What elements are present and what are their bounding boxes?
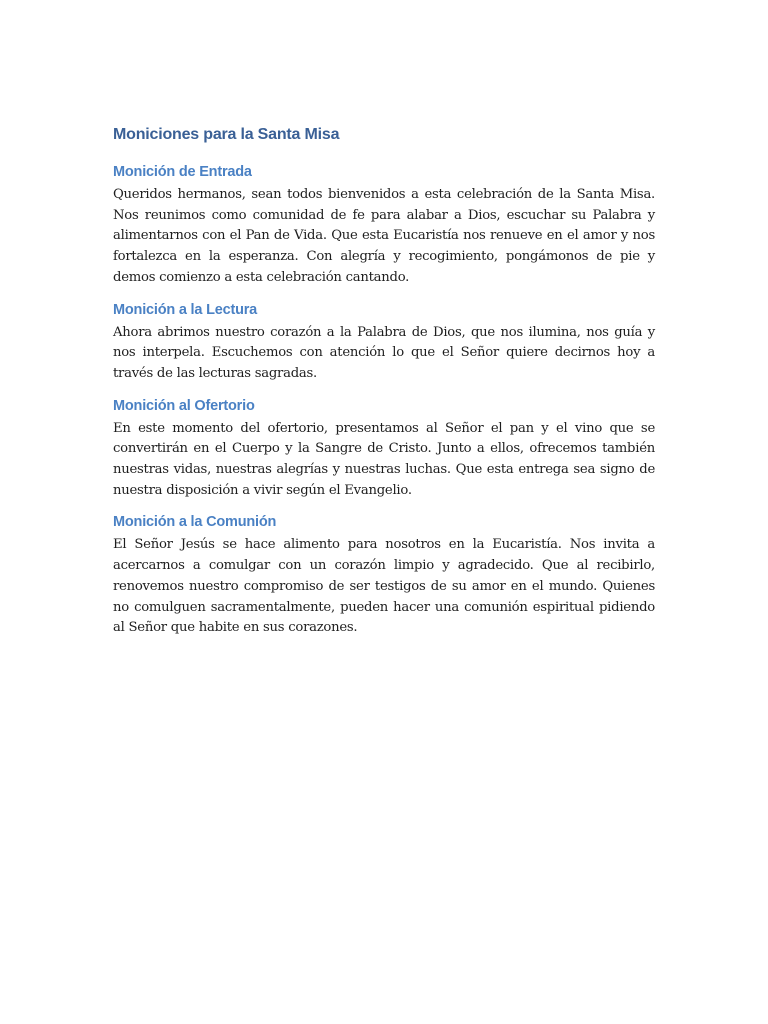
section-heading: Monición a la Lectura	[113, 301, 258, 318]
section-body: El Señor Jesús se hace alimento para nosotros en la Eucaristía. Nos invita a acercarnos a comulgar con un corazón limpio y agradecido. Que al recibirlo, renovemos nuestro compromiso de ser testigos de su amor en el mundo. Quienes no comulguen sacramentalmente, pueden hacer una comunión espiritual pidiendo al Señor que habite en sus corazones.	[113, 537, 655, 636]
section-heading: Monición de Entrada	[113, 164, 252, 180]
section-heading: Monición al Ofertorio	[113, 397, 255, 414]
section-body: En este momento del ofertorio, presentamos al Señor el pan y el vino que se convertirán en el Cuerpo y la Sangre de Cristo. Junto a ellos, ofrecemos también nuestras vidas, nuestras alegrías y nuestras luchas. Que esta entrega sea signo de nuestra disposición a vivir según el Evangelio.	[113, 420, 655, 498]
section-heading: Monición a la Comunión	[113, 514, 277, 531]
section-ofertorio	[113, 396, 655, 502]
document-title: Moniciones para la Santa Misa	[113, 126, 340, 143]
section-body: Queridos hermanos, sean todos bienvenidos a esta celebración de la Santa Misa. Nos reunimos como comunidad de fe para alabar a Dios, escuchar su Palabra y alimentarnos con el Pan de Vida. Que esta Eucaristía nos renueve en el amor y nos fortalezca en la esperanza. Con alegría y recogimiento, pongámonos de pie y demos comienzo a esta celebración cantando.	[113, 187, 655, 285]
section-entrada	[113, 162, 655, 289]
section-comunion	[113, 512, 655, 639]
section-lectura	[113, 300, 655, 385]
section-body: Ahora abrimos nuestro corazón a la Palabra de Dios, que nos ilumina, nos guía y nos interpela. Escuchemos con atención lo que el Señor quiere decirnos hoy a través de las lecturas sagradas.	[113, 324, 655, 381]
document-page	[113, 124, 655, 650]
